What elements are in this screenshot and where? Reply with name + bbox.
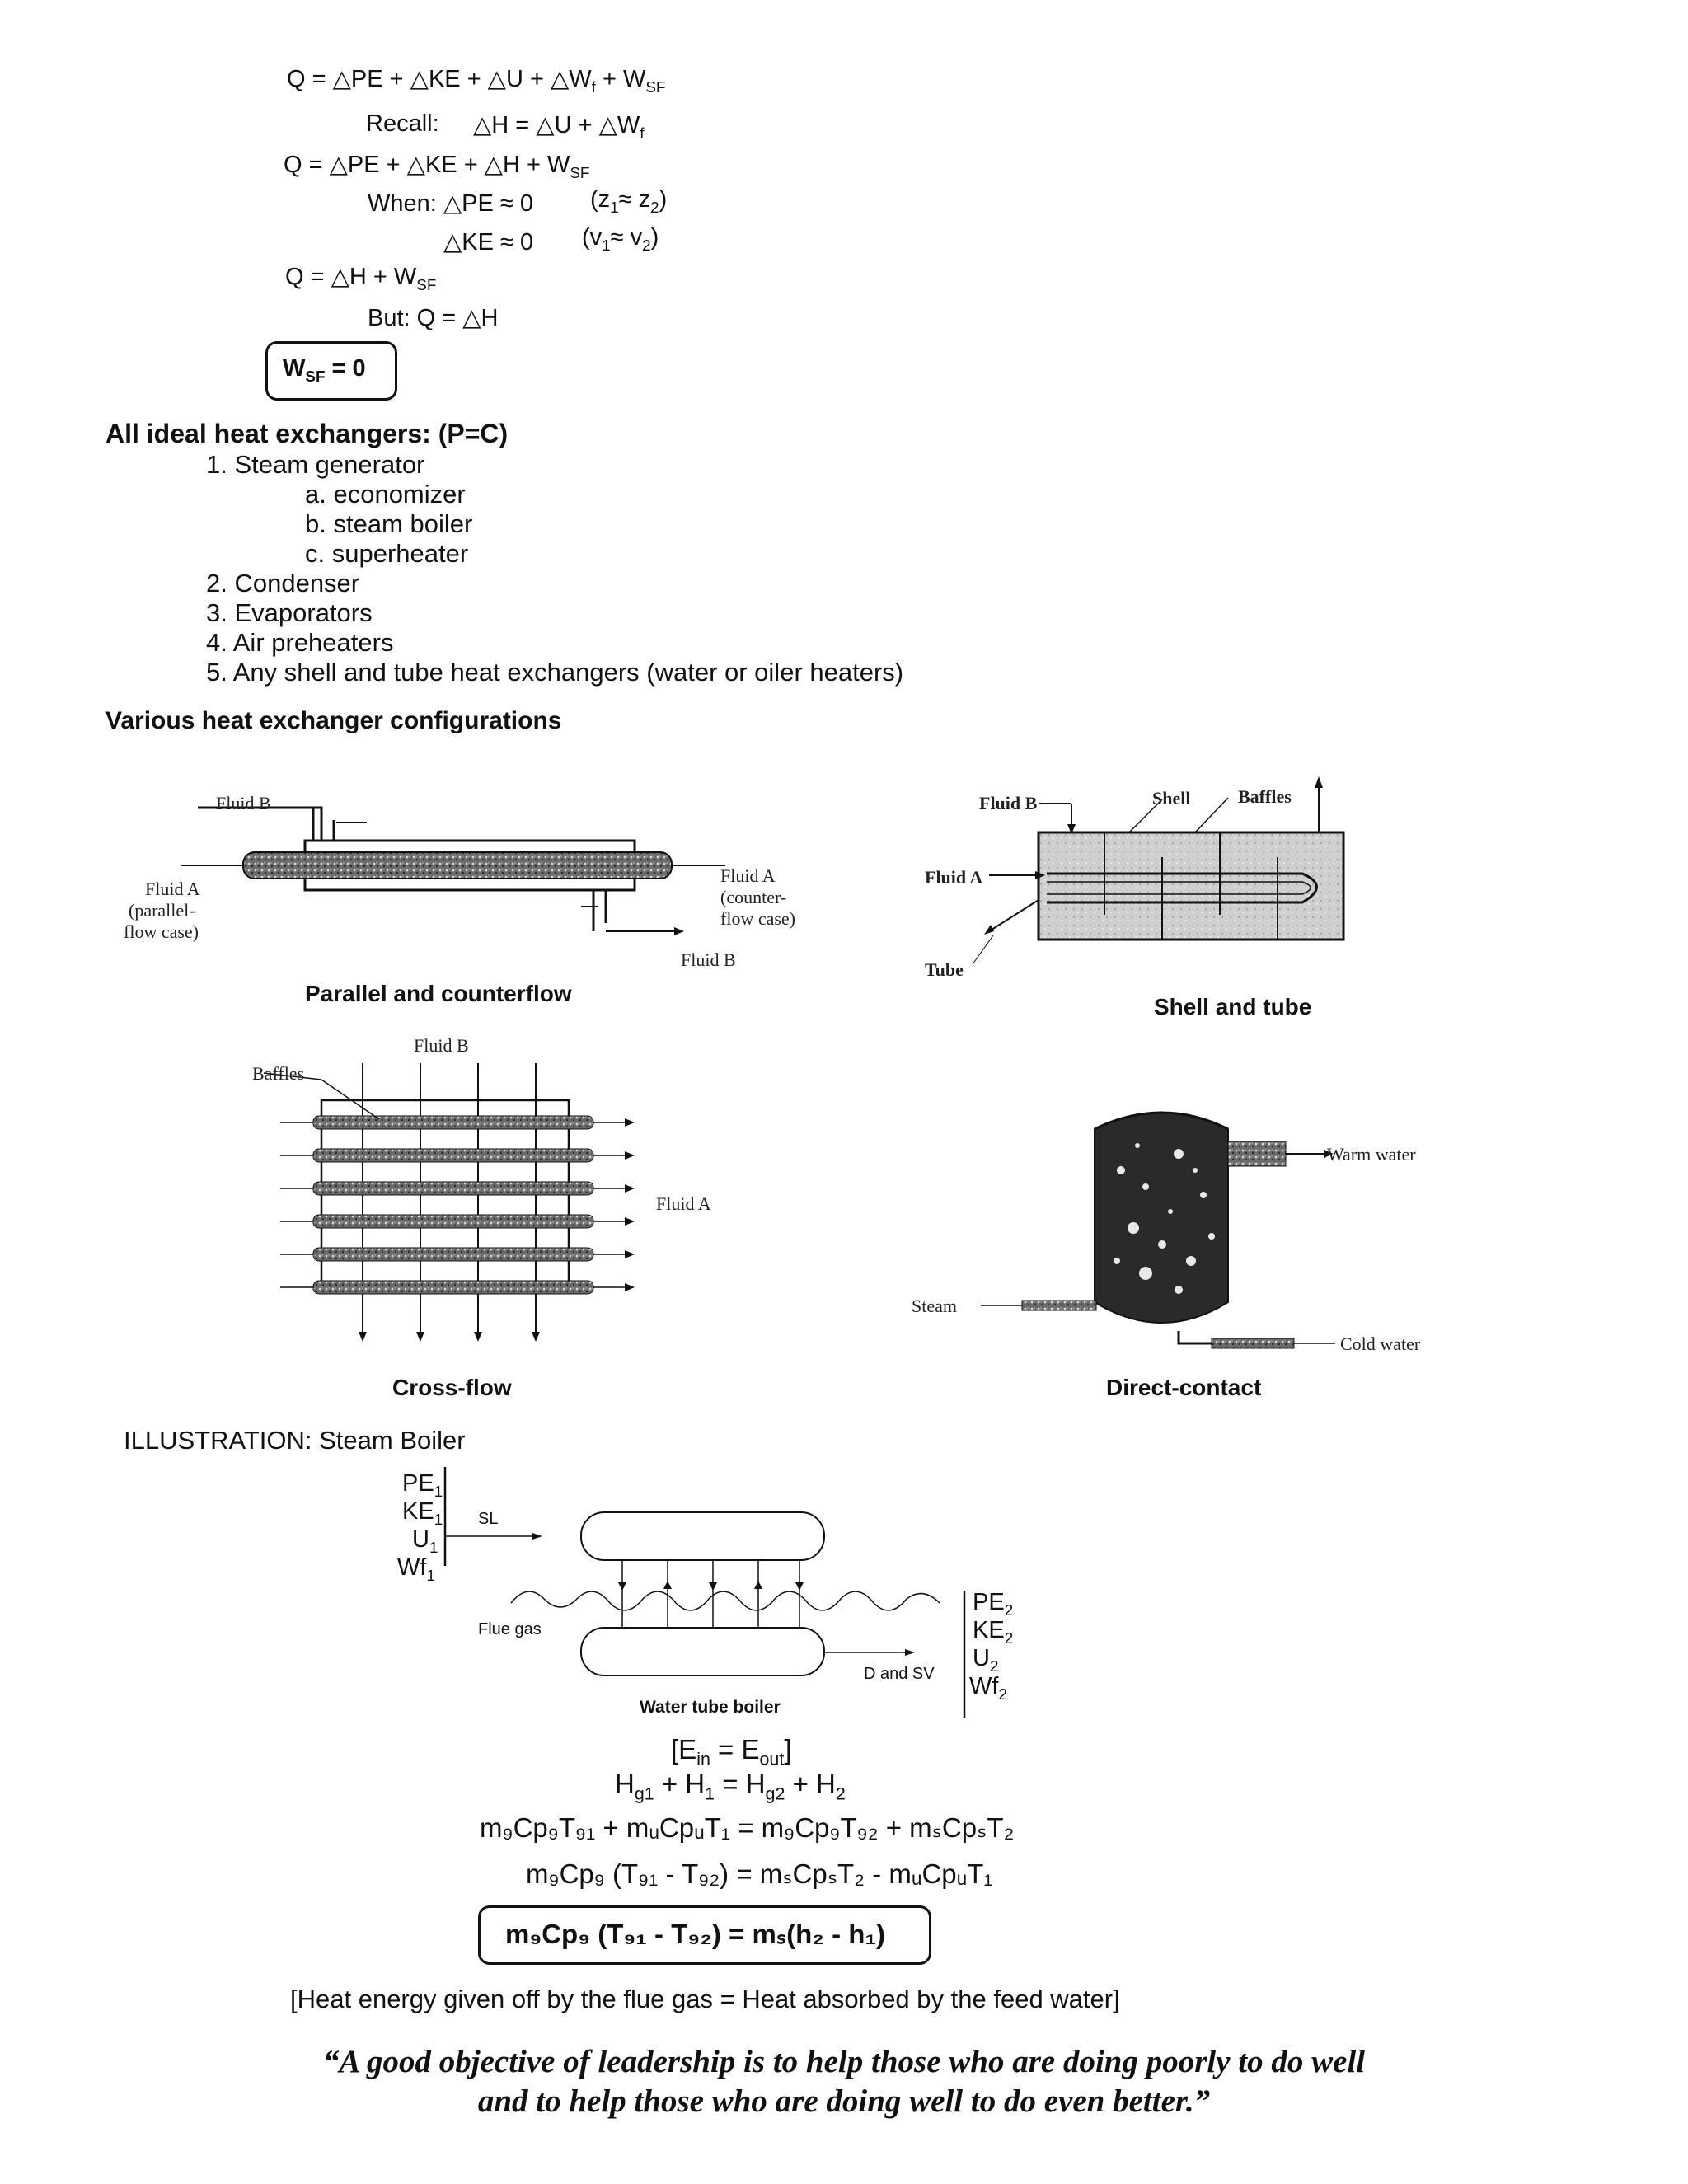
right-prop-ke [973,1617,1013,1647]
direct-warm-water: Warm water [1327,1144,1416,1165]
parallel-flow-diagram [115,783,775,964]
left-wf-text: Wf [397,1554,427,1581]
cross-flow-diagram [239,1030,701,1343]
list-item: 3. Evaporators [206,598,373,627]
z-sub1: 1 [610,198,619,216]
right-prop-wf [969,1673,1007,1704]
boiler-caption: Water tube boiler [640,1698,781,1717]
illustration-title: ILLUSTRATION: Steam Boiler [124,1426,466,1455]
right-pe-text: PE [973,1589,1005,1615]
cross-fluid-b: Fluid B [414,1035,469,1056]
recall-eq-text: △H = △U + △W [473,112,640,138]
list-item: 2. Condenser [206,569,360,598]
parallel-caption: Parallel and counterflow [305,981,572,1006]
eq3-sub: SF [416,275,437,293]
left-prop-wf [397,1554,435,1585]
right-u-sub: 2 [989,1657,999,1675]
v-close: ) [650,224,659,251]
recall-equation [473,110,645,143]
v-mid: ≈ v [610,224,643,251]
right-wf-text: Wf [969,1673,999,1699]
eq1-text: Q = △PE + △KE + △U + △W [287,66,592,92]
parallel-fluid-a-left-3: flow case) [124,921,199,942]
right-ke-sub: 2 [1004,1629,1014,1647]
b1-out: out [759,1749,785,1769]
config-heading: Various heat exchanger configurations [106,707,562,734]
balance-line-3: m₉Cp₉T₉₁ + mᵤCpᵤT₁ = m₉Cp₉T₉₂ + mₛCpₛT₂ [480,1812,1015,1843]
balance-line-1 [671,1734,791,1770]
list-item: 1. Steam generator [206,450,425,479]
right-pe-sub: 2 [1004,1601,1014,1619]
right-ke-text: KE [973,1617,1005,1643]
left-ke-sub: 1 [434,1510,443,1528]
eq3-text: Q = △H + W [285,264,417,290]
parallel-fluid-a-left-2: (parallel- [129,900,195,921]
final-equation-box [478,1905,931,1965]
b1-a: [E [671,1734,697,1765]
direct-contact-diagram [898,1096,1426,1360]
b2-g1: g1 [634,1783,654,1804]
eq2-text: Q = △PE + △KE + △H + W [284,152,570,178]
flue-gas-label: Flue gas [478,1620,542,1638]
b2-g2: g2 [765,1783,785,1804]
eq1-sub-sf: SF [645,77,666,96]
direct-cold-water: Cold water [1340,1333,1421,1354]
leadership-quote-line-2: and to help those who are doing well to do even better.” [477,2083,1211,2119]
z-mid: ≈ z [618,186,651,213]
eq2-sub: SF [570,163,590,181]
recall-sub: f [640,124,645,142]
parallel-fluid-b-top: Fluid B [216,793,271,813]
final-equation: m₉Cp₉ (T₉₁ - T₉₂) = mₛ(h₂ - h₁) [505,1919,886,1949]
z-close: ) [659,186,668,213]
shell-tube-label: Tube [925,959,964,980]
cross-caption: Cross-flow [392,1375,512,1400]
list-item: a. economizer [305,480,466,509]
counter-fluid-a-right-3: flow case) [720,908,796,929]
counter-fluid-a-right-2: (counter- [720,887,787,907]
b1-mid: = E [710,1734,760,1765]
shell-label: Shell [1152,788,1191,808]
right-wf-sub: 2 [998,1685,1007,1703]
wsf-zero-box [265,341,397,401]
eq1-plus: + W [595,66,646,92]
wsf-sub: SF [305,367,326,385]
list-item: 5. Any shell and tube heat exchangers (water or oiler heaters) [206,658,904,687]
cross-fluid-a: Fluid A [656,1193,711,1214]
equation-enthalpy [284,150,589,182]
balance-line-4: m₉Cp₉ (T₉₁ - T₉₂) = mₛCpₛT₂ - mᵤCpᵤT₁ [526,1858,993,1889]
direct-steam: Steam [912,1296,957,1316]
v-condition [582,224,659,255]
parallel-fluid-a-left: Fluid A [145,879,200,899]
b2-a: + H [654,1769,706,1799]
left-ke-text: KE [402,1498,434,1525]
z-condition [590,186,667,217]
b2-2: 2 [835,1783,846,1804]
left-pe-sub: 1 [434,1482,443,1500]
z-sub2: 2 [650,198,659,216]
balance-line-2 [615,1769,846,1805]
sl-label: SL [478,1510,499,1528]
v-sub2: 2 [642,236,651,254]
b2-b: = H [715,1769,766,1799]
counter-fluid-b-bottom: Fluid B [681,949,736,970]
equation-q-dh [285,262,436,294]
right-u-text: U [973,1645,990,1671]
right-prop-pe [973,1589,1013,1619]
left-u-text: U [412,1526,429,1553]
d-and-sv-label: D and SV [864,1665,935,1683]
left-u-sub: 1 [429,1538,438,1556]
list-item: b. steam boiler [305,509,473,538]
recall-label: Recall: [366,110,439,137]
direct-caption: Direct-contact [1106,1375,1262,1400]
v-open: (v [582,224,603,251]
wsf-w: W [283,355,306,382]
ke-condition: △KE ≈ 0 [443,229,534,255]
left-pe-text: PE [402,1470,434,1497]
list-item: c. superheater [305,539,469,568]
b1-in: in [696,1749,710,1769]
left-wf-sub: 1 [426,1566,435,1584]
v-sub1: 1 [602,236,611,254]
leadership-quote-line-1: “A good objective of leadership is to help those who are doing poorly to do well [322,2044,1366,2079]
z-open: (z [590,186,611,213]
left-prop-u [412,1526,438,1557]
cross-baffles: Baffles [252,1063,305,1084]
list-item: 4. Air preheaters [206,628,394,657]
but-statement: But: Q = △H [368,305,499,331]
eq1-sub-f: f [591,77,596,96]
shell-baffles-label: Baffles [1238,786,1292,807]
shell-fluid-a: Fluid A [925,867,983,888]
right-prop-u [973,1645,998,1675]
when-condition: When: △PE ≈ 0 [368,190,534,217]
equation-energy-balance [287,64,665,96]
shell-fluid-b: Fluid B [979,793,1038,813]
b2-1: 1 [705,1783,715,1804]
shell-caption: Shell and tube [1154,994,1312,1019]
section-heading: All ideal heat exchangers: (P=C) [106,419,509,448]
b2-h: H [615,1769,635,1799]
wsf-tail: = 0 [325,355,366,382]
balance-note: [Heat energy given off by the flue gas = Heat absorbed by the feed water] [290,1985,1120,2013]
b1-end: ] [784,1734,792,1765]
b2-c: + H [785,1769,836,1799]
counter-fluid-a-right: Fluid A [720,865,776,886]
